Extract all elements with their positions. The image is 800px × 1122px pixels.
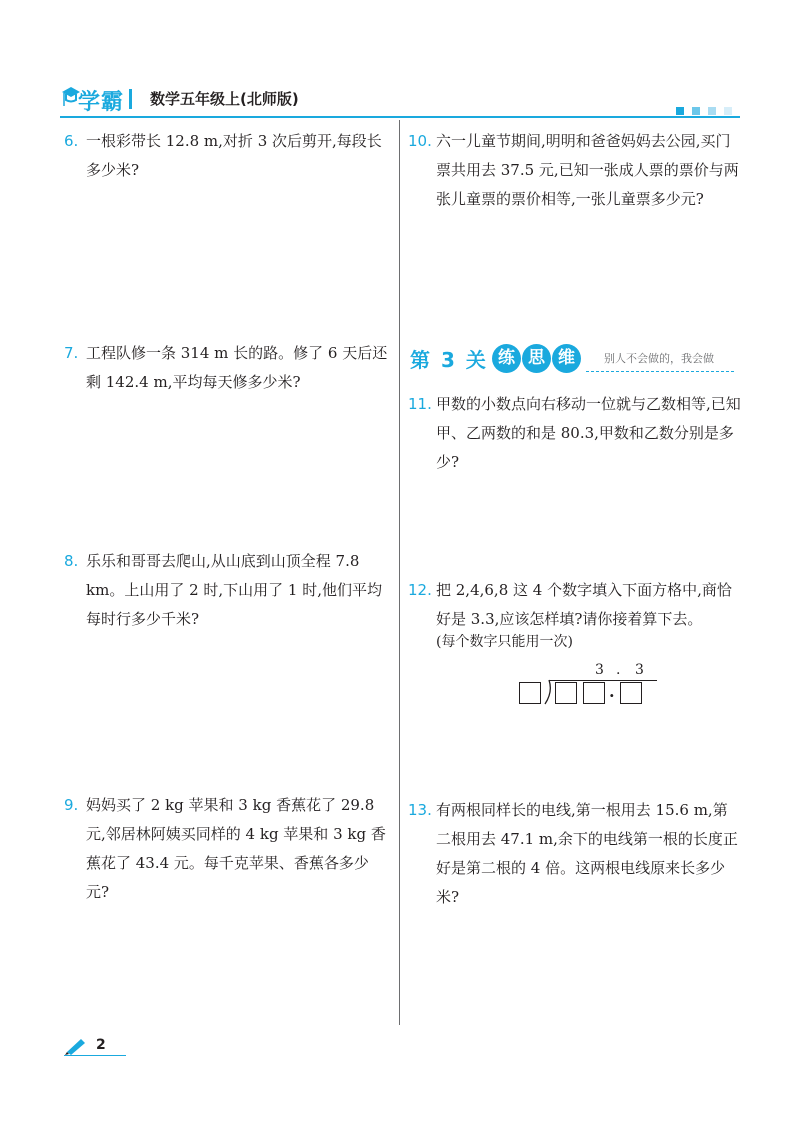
question-number: 6. [64, 132, 79, 150]
question-text: 有两根同样长的电线,第一根用去 15.6 m,第二根用去 47.1 m,余下的电线第一根的长度正好是第二根的 4 倍。这两根电线原来长多少米? [436, 801, 738, 906]
question-9 [64, 791, 390, 907]
question-number: 13. [408, 801, 432, 819]
quotient-dot: . [616, 662, 621, 678]
question-text: 六一儿童节期间,明明和爸爸妈妈去公园,买门票共用去 37.5 元,已知一张成人票的票价与两张儿童票的票价相等,一张儿童票多少元? [436, 132, 739, 208]
section-header [408, 344, 740, 376]
question-13 [408, 796, 742, 912]
xueba-logo [60, 84, 140, 114]
footer-rule [64, 1055, 126, 1056]
question-10 [408, 127, 742, 214]
question-text: 妈妈买了 2 kg 苹果和 3 kg 香蕉花了 29.8 元,邻居林阿姨买同样的 4 kg 苹果和 3 kg 香蕉花了 43.4 元。每千克苹果、香蕉各多少元? [86, 796, 386, 901]
page-footer [64, 1035, 134, 1059]
page-header [60, 84, 740, 114]
divisor-box[interactable] [519, 682, 541, 704]
section-badge [492, 344, 521, 373]
section-title: 第 3 关 [410, 348, 488, 372]
quotient-digit: 3 [595, 662, 604, 678]
dividend-decimal-point: . [609, 682, 615, 701]
question-number: 10. [408, 132, 432, 150]
question-number: 12. [408, 581, 432, 599]
division-bracket [543, 679, 553, 705]
long-division-puzzle [517, 662, 657, 712]
badge-char: 练 [498, 348, 515, 368]
question-text: 乐乐和哥哥去爬山,从山底到山顶全程 7.8 km。上山用了 2 时,下山用了 1 时,他们平均每时行多少千米? [86, 552, 383, 628]
dividend-box[interactable] [620, 682, 642, 704]
question-number: 9. [64, 796, 79, 814]
graduation-cap-icon [60, 84, 80, 112]
deco-square [708, 107, 716, 115]
logo-bar [129, 89, 132, 109]
pencil-icon [64, 1037, 88, 1055]
question-7 [64, 339, 390, 397]
quotient-digit: 3 [635, 662, 644, 678]
badge-char: 思 [528, 348, 545, 368]
question-12-note: (每个数字只能用一次) [436, 634, 573, 650]
question-text: 工程队修一条 314 m 长的路。修了 6 天后还剩 142.4 m,平均每天修多少米? [86, 344, 388, 391]
deco-square [724, 107, 732, 115]
deco-square [676, 107, 684, 115]
question-number: 11. [408, 395, 432, 413]
section-slogan: 别人不会做的，我会做 [604, 352, 714, 365]
question-12 [408, 576, 742, 634]
badge-char: 维 [558, 348, 575, 368]
dividend-box[interactable] [555, 682, 577, 704]
logo-text: 学霸 [78, 90, 125, 115]
question-8 [64, 547, 390, 634]
section-badge [552, 344, 581, 373]
section-badge [522, 344, 551, 373]
division-bar [549, 680, 657, 681]
question-11 [408, 390, 742, 477]
question-text: 甲数的小数点向右移动一位就与乙数相等,已知甲、乙两数的和是 80.3,甲数和乙数分别是多少? [436, 395, 741, 471]
question-number: 7. [64, 344, 79, 362]
question-text: 一根彩带长 12.8 m,对折 3 次后剪开,每段长多少米? [86, 132, 382, 179]
question-number: 8. [64, 552, 79, 570]
question-text: 把 2,4,6,8 这 4 个数字填入下面方格中,商恰好是 3.3,应该怎样填?请你接着算下去。 [436, 581, 732, 628]
section-dotted-line [586, 371, 734, 372]
book-title: 数学五年级上(北师版) [150, 90, 299, 108]
page-number: 2 [96, 1037, 106, 1053]
header-rule [60, 116, 740, 118]
deco-square [692, 107, 700, 115]
question-6 [64, 127, 390, 185]
column-divider [399, 120, 400, 1025]
dividend-box[interactable] [583, 682, 605, 704]
